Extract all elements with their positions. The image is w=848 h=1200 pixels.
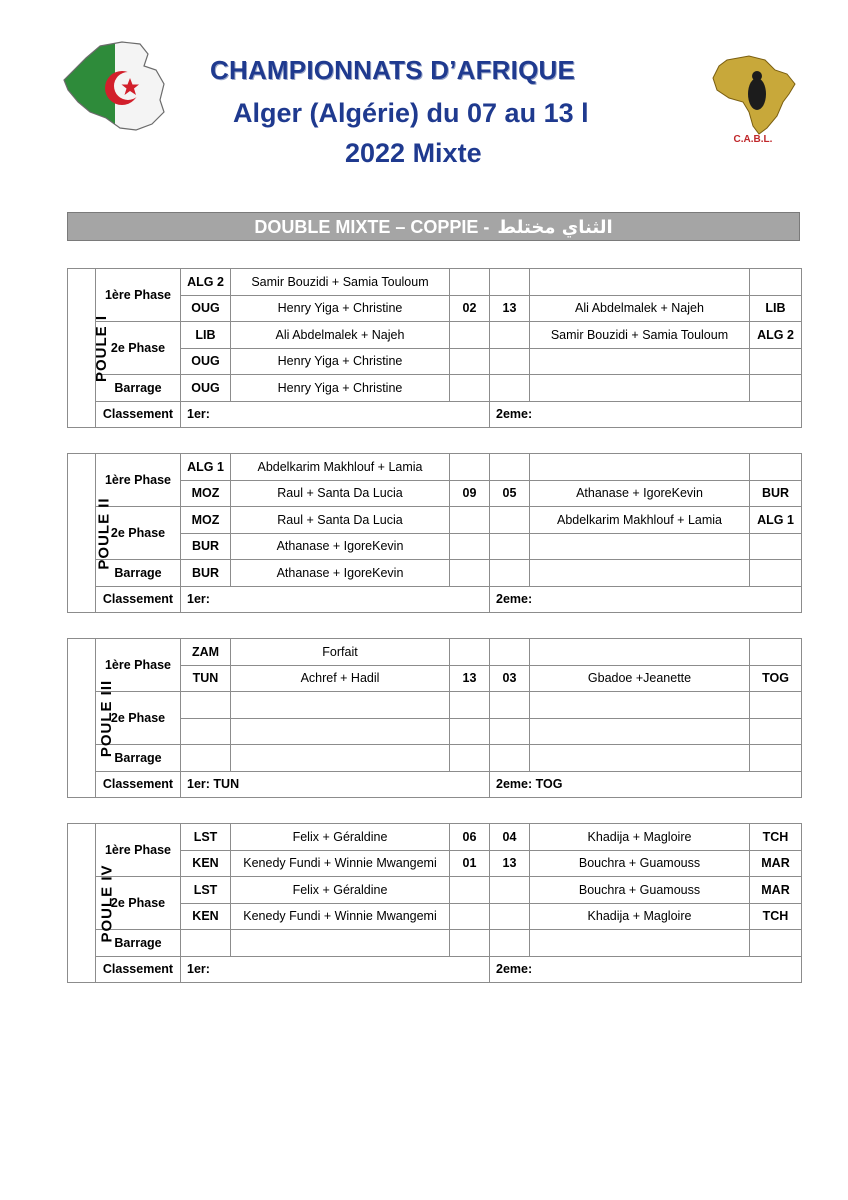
score-right: 05 [490,480,530,507]
table-row [68,454,802,481]
barrage-label: Barrage [96,745,181,772]
cabl-africa-logo [705,50,800,145]
players-right: Samir Bouzidi + Samia Touloum [530,322,750,349]
classement-row [68,771,802,798]
score-left: 01 [450,850,490,877]
team-code-right: TOG [750,665,802,692]
players-right: Ali Abdelmalek + Najeh [530,295,750,322]
score-right: 04 [490,824,530,851]
players-right: Khadija + Magloire [530,903,750,930]
score-left [450,745,490,772]
team-code-right: ALG 1 [750,507,802,534]
players-left: Achref + Hadil [231,665,450,692]
phase2-label: 2e Phase [96,507,181,560]
players-right [530,930,750,957]
classement-second: 2eme: [490,401,802,428]
score-left [450,639,490,666]
classement-first: 1er: [181,956,490,983]
classement-label: Classement [96,401,181,428]
phase1-label: 1ère Phase [96,269,181,322]
team-code-right: LIB [750,295,802,322]
team-code-right: TCH [750,824,802,851]
team-code-right: MAR [750,850,802,877]
cabl-logo-text: C.A.B.L. [733,134,773,145]
poule-table [67,823,802,983]
team-code-left: ALG 2 [181,269,231,296]
team-code-left: TUN [181,665,231,692]
poule-label-text: POULE III [98,679,116,757]
score-left [450,903,490,930]
players-right [530,533,750,560]
players-right: Khadija + Magloire [530,824,750,851]
players-right: Bouchra + Guamouss [530,877,750,904]
poule-table [67,268,802,428]
team-code-left: BUR [181,533,231,560]
banner-arabic-label: الثناي مختلط [497,217,613,238]
team-code-left [181,930,231,957]
poule-label [68,269,111,428]
score-right [490,269,530,296]
team-code-right [750,745,802,772]
players-left: Henry Yiga + Christine [231,375,450,402]
score-left [450,322,490,349]
team-code-right: BUR [750,480,802,507]
poule-label [68,454,113,613]
score-right [490,903,530,930]
players-right [530,718,750,745]
barrage-label: Barrage [96,930,181,957]
players-left [231,930,450,957]
table-row [68,692,802,719]
score-right [490,348,530,375]
team-code-left: OUG [181,295,231,322]
poule-table [67,638,802,798]
section-banner [67,212,800,241]
score-left [450,269,490,296]
table-row [68,269,802,296]
score-right [490,322,530,349]
team-code-left: ZAM [181,639,231,666]
team-code-left: MOZ [181,507,231,534]
classement-label: Classement [96,771,181,798]
poule-label-text: POULE I [93,314,111,382]
team-code-right [750,375,802,402]
poule-label [68,824,116,983]
players-left: Ali Abdelmalek + Najeh [231,322,450,349]
team-code-right [750,718,802,745]
players-right: Athanase + IgoreKevin [530,480,750,507]
table-row [68,930,802,957]
score-right [490,692,530,719]
phase1-label: 1ère Phase [96,454,181,507]
score-right [490,533,530,560]
classement-label: Classement [96,586,181,613]
score-left [450,375,490,402]
poule-label-text: POULE IV [98,863,116,943]
classement-first: 1er: [181,586,490,613]
players-left: Samir Bouzidi + Samia Touloum [231,269,450,296]
classement-first: 1er: TUN [181,771,490,798]
players-right [530,692,750,719]
score-right [490,560,530,587]
classement-second: 2eme: TOG [490,771,802,798]
players-left: Forfait [231,639,450,666]
score-left: 02 [450,295,490,322]
team-code-right: MAR [750,877,802,904]
score-right: 03 [490,665,530,692]
team-code-left: KEN [181,850,231,877]
table-row [68,639,802,666]
event-location-dates: Alger (Algérie) du 07 au 13 l [233,98,589,128]
table-row [68,560,802,587]
team-code-right [750,692,802,719]
page-title: CHAMPIONNATS D’AFRIQUE [210,55,576,85]
team-code-left: KEN [181,903,231,930]
score-right [490,718,530,745]
score-left [450,718,490,745]
players-left: Athanase + IgoreKevin [231,560,450,587]
table-row [68,375,802,402]
team-code-left: BUR [181,560,231,587]
poule-label-text: POULE II [95,496,113,570]
score-right [490,745,530,772]
team-code-right: ALG 2 [750,322,802,349]
score-left [450,692,490,719]
table-row [68,745,802,772]
team-code-right [750,269,802,296]
score-left [450,877,490,904]
team-code-right [750,533,802,560]
poule-label [68,639,116,798]
players-right [530,454,750,481]
table-row [68,507,802,534]
team-code-left [181,718,231,745]
score-left [450,454,490,481]
players-left: Raul + Santa Da Lucia [231,507,450,534]
players-left: Raul + Santa Da Lucia [231,480,450,507]
classement-second: 2eme: [490,586,802,613]
barrage-label: Barrage [96,560,181,587]
classement-second: 2eme: [490,956,802,983]
players-left: Felix + Géraldine [231,877,450,904]
score-right [490,877,530,904]
team-code-right [750,639,802,666]
players-left: Kenedy Fundi + Winnie Mwangemi [231,850,450,877]
players-right [530,269,750,296]
team-code-left [181,745,231,772]
score-left [450,507,490,534]
team-code-right [750,454,802,481]
classement-label: Classement [96,956,181,983]
score-right [490,507,530,534]
team-code-right [750,930,802,957]
phase2-label: 2e Phase [96,877,181,930]
team-code-left: LST [181,824,231,851]
banner-label: DOUBLE MIXTE – COPPIE - [254,217,490,237]
team-code-left: LST [181,877,231,904]
algeria-map-flag-logo [60,40,170,135]
score-right [490,454,530,481]
score-right: 13 [490,850,530,877]
team-code-left: OUG [181,348,231,375]
players-left [231,692,450,719]
classement-row [68,956,802,983]
players-left: Abdelkarim Makhlouf + Lamia [231,454,450,481]
score-left [450,533,490,560]
table-row [68,824,802,851]
score-left [450,560,490,587]
team-code-left [181,692,231,719]
score-right [490,375,530,402]
players-left: Kenedy Fundi + Winnie Mwangemi [231,903,450,930]
players-left: Henry Yiga + Christine [231,295,450,322]
team-code-right [750,560,802,587]
team-code-left: ALG 1 [181,454,231,481]
players-right [530,639,750,666]
phase2-label: 2e Phase [96,692,181,745]
players-left [231,745,450,772]
classement-first: 1er: [181,401,490,428]
score-left: 09 [450,480,490,507]
score-left: 06 [450,824,490,851]
phase1-label: 1ère Phase [96,639,181,692]
team-code-left: MOZ [181,480,231,507]
players-right: Gbadoe +Jeanette [530,665,750,692]
classement-row [68,586,802,613]
players-right: Bouchra + Guamouss [530,850,750,877]
players-left: Felix + Géraldine [231,824,450,851]
barrage-label: Barrage [96,375,181,402]
players-right: Abdelkarim Makhlouf + Lamia [530,507,750,534]
score-right [490,930,530,957]
phase2-label: 2e Phase [96,322,181,375]
players-right [530,560,750,587]
score-right: 13 [490,295,530,322]
table-row [68,322,802,349]
players-left [231,718,450,745]
team-code-left: LIB [181,322,231,349]
classement-row [68,401,802,428]
score-left [450,930,490,957]
players-right [530,375,750,402]
score-right [490,639,530,666]
phase1-label: 1ère Phase [96,824,181,877]
event-year-category: 2022 Mixte [345,138,482,168]
poule-table [67,453,802,613]
players-right [530,348,750,375]
players-right [530,745,750,772]
team-code-right [750,348,802,375]
table-row [68,877,802,904]
score-left: 13 [450,665,490,692]
players-left: Henry Yiga + Christine [231,348,450,375]
team-code-right: TCH [750,903,802,930]
players-left: Athanase + IgoreKevin [231,533,450,560]
score-left [450,348,490,375]
team-code-left: OUG [181,375,231,402]
